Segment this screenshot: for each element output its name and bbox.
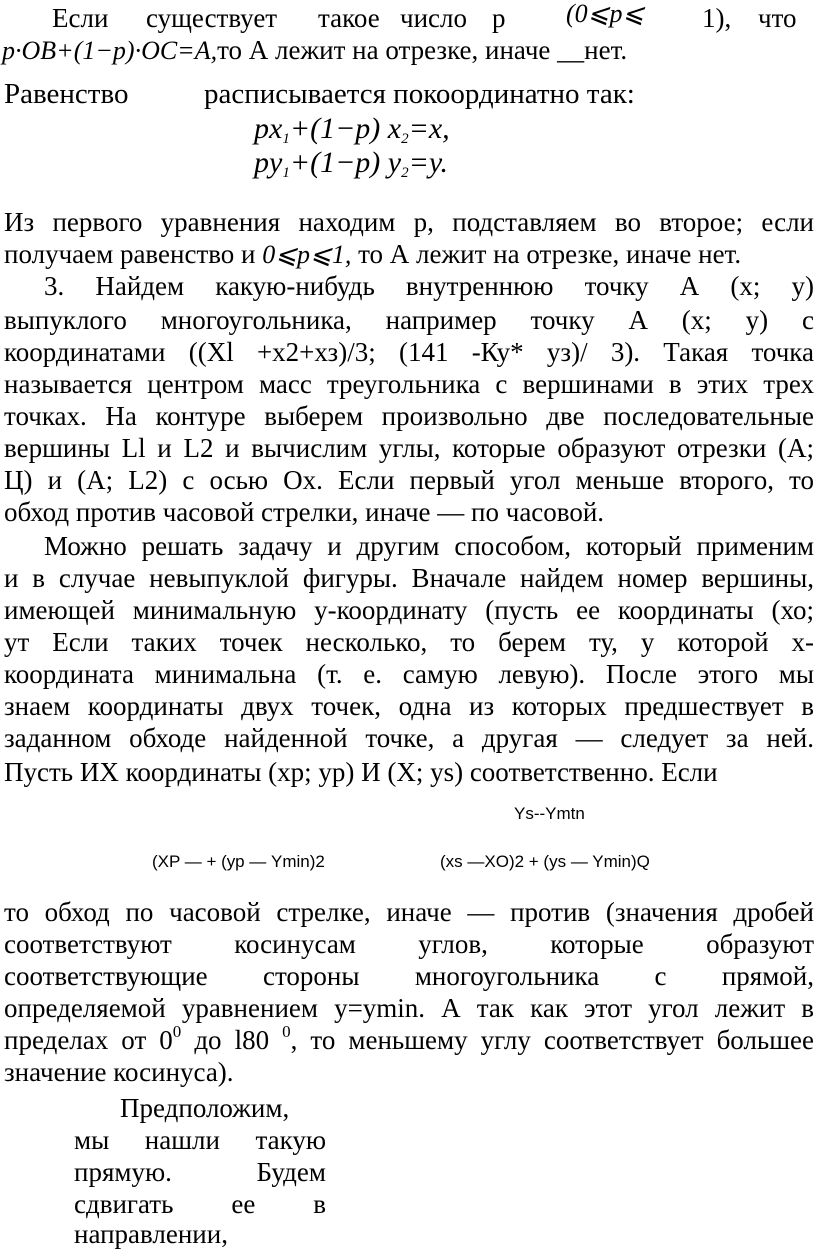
text-line: вершины Ll и L2 и вычислим углы, которые образуют отрезки (А; xyxy=(4,433,814,463)
inequality-formula: (0⩽p⩽ xyxy=(566,0,645,28)
text-line: соответствуют косинусам углов, которые образуют xyxy=(4,929,814,959)
vector-formula: p·OB+(1−p)·OC=A, xyxy=(2,36,218,65)
text-line: ут Если таких точек несколько, то берем ту, у которой х- xyxy=(4,627,814,657)
text-line: знаем координаты двух точек, одна из которых предшествует в xyxy=(4,691,814,721)
blank-dash: __ xyxy=(557,35,585,65)
text: то А лежит на отрезке, иначе xyxy=(217,35,551,65)
formula-right: (xs —XO)2 + (ys — Ymin)Q xyxy=(440,852,650,871)
word: такое xyxy=(318,3,380,33)
text-line: определяемой уравнением y=ymin. А так как этот угол лежит в xyxy=(4,993,814,1023)
word: Равенство xyxy=(4,78,129,110)
eq-sub: 2 xyxy=(401,165,409,181)
word: что xyxy=(758,3,797,33)
text-line: соответствующие стороны многоугольника с прямой, xyxy=(4,961,814,991)
eq-part: py xyxy=(254,146,283,179)
block1-line2 xyxy=(2,34,627,67)
text-line xyxy=(4,238,741,271)
word: число xyxy=(400,3,467,33)
text-line: и в случае невыпуклой фигуры. Вначале найдем номер вершины, xyxy=(4,563,814,593)
eq-sub: 1 xyxy=(282,165,290,181)
eq-part: +(1−p) x xyxy=(289,112,402,145)
eq-part: =x, xyxy=(408,112,450,145)
text: нет. xyxy=(584,35,628,65)
text: расписывается покоординатно так: xyxy=(204,78,635,110)
eq-sub: 2 xyxy=(401,131,409,147)
text-line xyxy=(4,1024,814,1056)
eq-sub: 1 xyxy=(282,131,290,147)
equation-1 xyxy=(254,112,450,146)
degree-sup: 0 xyxy=(282,1022,291,1041)
text: до l80 xyxy=(181,1025,283,1055)
eq-part: =y. xyxy=(408,146,449,179)
eq-part: px xyxy=(254,112,283,145)
degree-sup: 0 xyxy=(172,1022,182,1041)
formula-left: (XP — + (ур — Ymin)2 xyxy=(152,852,325,871)
text-line: Ц) и (А; L2) с осью Ох. Если первый угол меньше второго, то xyxy=(4,465,814,495)
equality-heading-rest xyxy=(204,78,635,110)
text-line: значение косинуса). xyxy=(4,1057,234,1087)
eq-part: +(1−p) y xyxy=(289,146,402,179)
column-line: Предположим, xyxy=(120,1093,290,1123)
column-line: прямую. Будем xyxy=(74,1157,326,1187)
text-line: называется центром масс треугольника с вершинами в этих трех xyxy=(4,369,814,399)
word: 1), xyxy=(702,3,732,33)
word: Если xyxy=(52,3,109,33)
text-line: обход против часовой стрелки, иначе — по часовой. xyxy=(4,497,605,527)
text-line: 3. Найдем какую-нибудь внутреннюю точку А (х; у) xyxy=(44,271,814,301)
text-line: имеющей минимальную у-координату (пусть ее координаты (хо; xyxy=(4,595,814,625)
text: получаем равенство и xyxy=(4,239,256,269)
column-line: мы нашли такую xyxy=(74,1125,326,1155)
inequality-formula: 0⩽p⩽1, xyxy=(262,240,352,269)
column-line: сдвигать ее в xyxy=(74,1189,326,1219)
text: пределах от 0 xyxy=(4,1025,173,1055)
text-line: Пусть ИХ координаты (хр; ур) И (Х; ys) соответственно. Если xyxy=(4,757,718,787)
text-line: координата минимальна (т. е. самую левую). После этого мы xyxy=(4,659,814,689)
text-line: заданном обходе найденной точке, а другая — следует за ней. xyxy=(4,723,814,753)
text-line: координатами ((Xl +х2+хз)/3; (141 -Ку* уз)/ 3). Такая точка xyxy=(4,337,814,367)
equality-heading xyxy=(4,78,128,110)
text-line: Можно решать задачу и другим способом, который применим xyxy=(44,531,814,561)
text: то А лежит на отрезке, иначе нет. xyxy=(358,239,742,269)
column-line: направлении, xyxy=(74,1219,228,1249)
text-line: то обход по часовой стрелке, иначе — против (значения дробей xyxy=(4,897,814,927)
formula-numerator: Ys--Ymtn xyxy=(514,804,585,823)
text-line: выпуклого многоугольника, например точку А (х; у) с xyxy=(4,305,814,335)
equation-2 xyxy=(254,146,448,180)
text-line: Из первого уравнения находим р, подставляем во второе; если xyxy=(4,207,814,237)
word: р xyxy=(492,3,506,33)
word: существует xyxy=(146,3,278,33)
text-line: точках. На контуре выберем произвольно две последовательные xyxy=(4,401,814,431)
text: , то меньшему углу соответствует большее xyxy=(290,1025,814,1055)
